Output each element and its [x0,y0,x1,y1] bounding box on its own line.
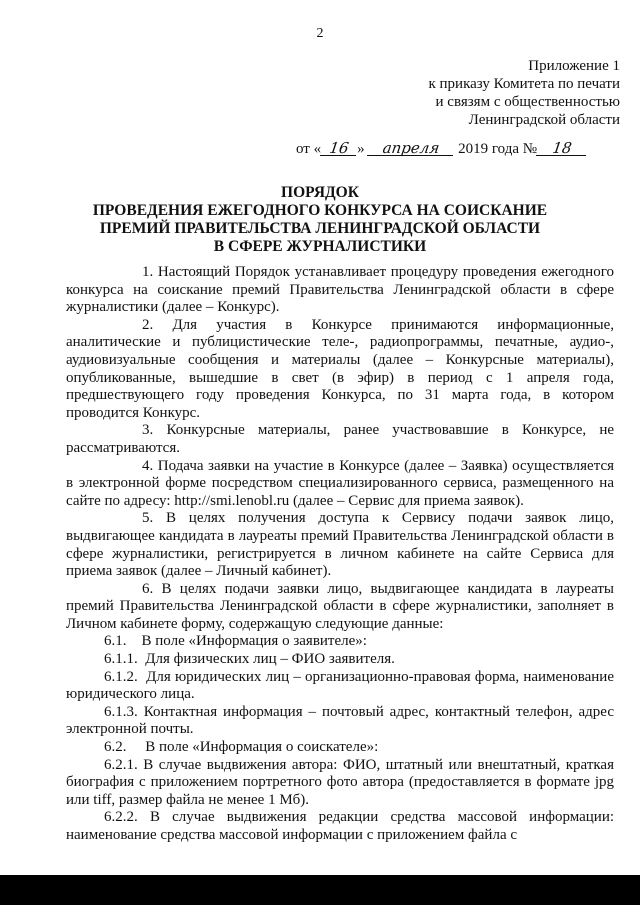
appendix-block [428,57,620,129]
paragraph-text: Настоящий Порядок устанавливает процедуру проведения ежегодного конкурса на соискание премий Правительства Ленинградской области в сфере журналистики (далее – Конкурс). [66,264,614,316]
paragraph-number: 5. [142,510,154,527]
paragraph-number: 6.1.3. [104,703,138,720]
handwritten-month: апреля [367,141,455,156]
paragraph-text: Конкурсные материалы, ранее участвовавшие в Конкурсе, не рассматриваются. [66,422,615,456]
handwritten-day: 16 [320,141,358,156]
paragraph-text: В поле «Информация о соискателе»: [145,739,379,756]
paragraph [66,669,614,704]
paragraph-number: 2. [142,316,154,333]
paragraph [66,757,614,810]
title-line: ПОРЯДОК [281,184,359,201]
paragraph [66,458,614,511]
handwritten-number: 18 [536,141,588,156]
appendix-line: Ленинградской области [468,112,620,128]
paragraph-number: 3. [142,422,154,439]
paragraph [66,581,614,634]
paragraph-text: Для участия в Конкурсе принимаются информационные, аналитические и публицистические теле-, радиопрограммы, печатные, аудио-, аудиовизуальные сообщения и материалы (далее – Конкурсные материалы), опубликованные, вышедшие в свет (в эфир) в период с 1 апреля года, предшествующего году проведения Конкурса, по 31 марта года, в котором проводится Конкурс. [66,316,614,421]
order-prefix: от « [296,141,322,157]
scan-bottom-edge [0,875,640,905]
document-title [0,184,640,256]
paragraph-number: 6.2.1. [104,756,138,773]
paragraph-number: 6.1.2. [104,668,138,685]
paragraph-number: 6.2. [104,739,127,756]
paragraph-text: Контактная информация – почтовый адрес, контактный телефон, адрес электронной почты. [66,703,614,738]
appendix-line: Приложение 1 [528,58,620,74]
paragraph [66,264,614,317]
title-line: ПРОВЕДЕНИЯ ЕЖЕГОДНОГО КОНКУРСА НА СОИСКАНИЕ [92,202,548,219]
paragraph-text: В случае выдвижения редакции средства массовой информации: наименование средства массовой информации с приложением файла с [66,809,615,843]
paragraph-number: 6. [142,580,154,597]
paragraph-text: В целях подачи заявки лицо, выдвигающее кандидата в лауреаты премий Правительства Ленинградской области в сфере журналистики, заполняет в Личном кабинете форму, содержащую следующие данные: [66,580,615,632]
page-number: 2 [316,26,324,41]
paragraph-text: В поле «Информация о заявителе»: [141,633,367,650]
paragraph-number: 6.1. [104,633,127,650]
paragraph-number: 1. [142,264,154,280]
paragraph [66,704,614,739]
title-line: ПРЕМИЙ ПРАВИТЕЛЬСТВА ЛЕНИНГРАДСКОЙ ОБЛАСТИ [99,220,541,237]
paragraph [66,510,614,580]
order-year: 2019 года № [458,141,538,157]
paragraph-number: 6.1.1. [104,651,138,668]
document-body [66,264,614,845]
paragraph-text: Подача заявки на участие в Конкурсе (далее – Заявка) осуществляется в электронной форме посредством специализированного сервиса, размещенного на сайте по адресу: http://smi.lenobl.ru (далее – Сервис для приема заявок). [66,457,614,509]
paragraph [66,633,614,651]
paragraph [66,809,614,844]
paragraph-text: Для физических лиц – ФИО заявителя. [145,651,395,668]
order-mid: » [357,141,365,157]
order-date-line [296,141,587,158]
paragraph [66,651,614,669]
paragraph-text: Для юридических лиц – организационно-правовая форма, наименование юридического лица. [66,668,614,703]
paragraph-number: 6.2.2. [104,809,138,826]
appendix-line: к приказу Комитета по печати [428,76,620,92]
title-line: В СФЕРЕ ЖУРНАЛИСТИКИ [213,238,427,255]
paragraph-number: 4. [142,457,154,474]
paragraph [66,422,614,457]
appendix-line: и связям с общественностью [435,94,620,110]
paragraph-text: В целях получения доступа к Сервису подачи заявок лицо, выдвигающее кандидата в лауреаты премий Правительства Ленинградской области в сфере журналистики, регистрируется в личном кабинете на сайте Сервиса для приема заявок (далее – Личный кабинет). [66,510,614,580]
paragraph-text: В случае выдвижения автора: ФИО, штатный или внештатный, краткая биография с приложением портретного фото автора (предоставляется в формате jpg или tiff, размер файла не менее 1 Мб). [66,756,614,808]
paragraph [66,317,614,423]
paragraph [66,739,614,757]
